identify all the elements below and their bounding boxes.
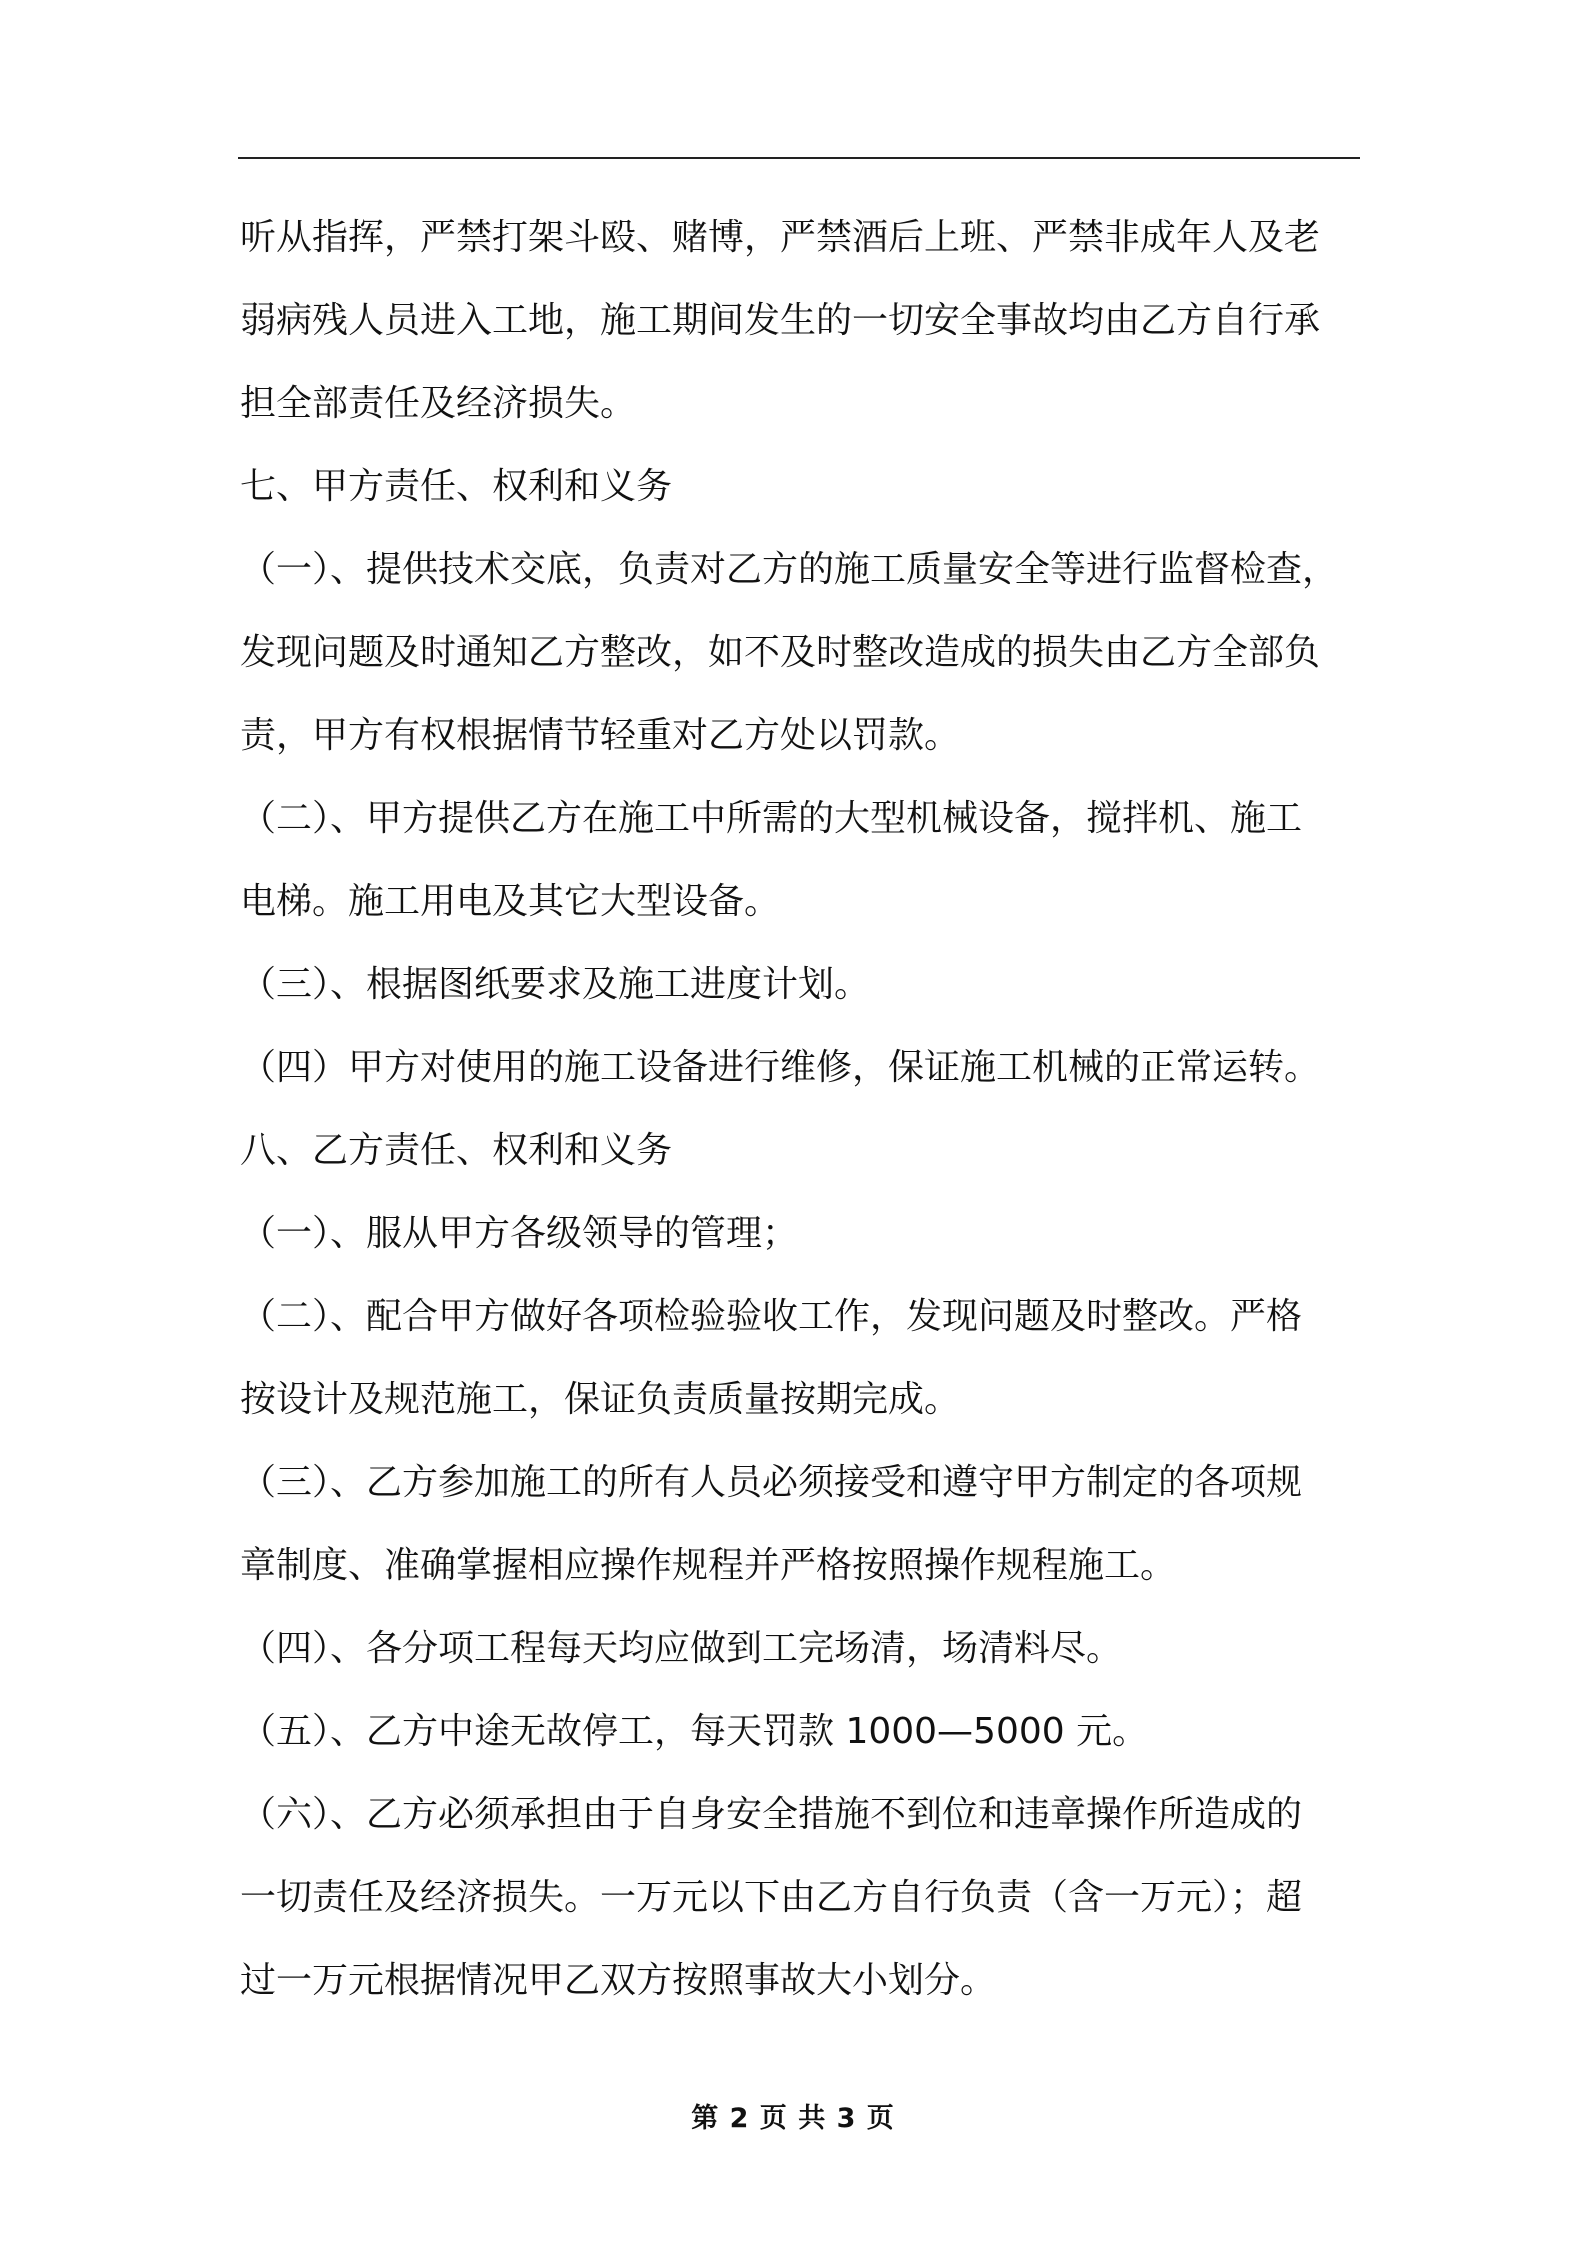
text-line: （二）、配合甲方做好各项检验验收工作，发现问题及时整改。严格 [240, 1296, 1303, 1337]
text-line: （三）、乙方参加施工的所有人员必须接受和遵守甲方制定的各项规 [240, 1462, 1303, 1503]
text-line: 听从指挥，严禁打架斗殴、赌博，严禁酒后上班、严禁非成年人及老 [240, 217, 1321, 258]
text-line: 电梯。施工用电及其它大型设备。 [240, 881, 781, 922]
text-line: 按设计及规范施工，保证负责质量按期完成。 [240, 1379, 961, 1420]
text-line: 一切责任及经济损失。一万元以下由乙方自行负责（含一万元）；超 [240, 1877, 1303, 1918]
text-line: （六）、乙方必须承担由于自身安全措施不到位和违章操作所造成的 [240, 1794, 1303, 1835]
text-line: 责，甲方有权根据情节轻重对乙方处以罚款。 [240, 715, 961, 756]
text-line: 章制度、准确掌握相应操作规程并严格按照操作规程施工。 [240, 1545, 1177, 1586]
document-body [240, 196, 1365, 2022]
text-line: 过一万元根据情况甲乙双方按照事故大小划分。 [240, 1960, 997, 2001]
section-heading: 七、甲方责任、权利和义务 [240, 466, 673, 507]
section-heading: 八、乙方责任、权利和义务 [240, 1130, 673, 1171]
text-line: （一）、服从甲方各级领导的管理； [240, 1213, 799, 1254]
text-line: （一）、提供技术交底，负责对乙方的施工质量安全等进行监督检查， [240, 549, 1339, 590]
text-line: 担全部责任及经济损失。 [240, 383, 637, 424]
text-line: （三）、根据图纸要求及施工进度计划。 [240, 964, 871, 1005]
text-line: （四）甲方对使用的施工设备进行维修，保证施工机械的正常运转。 [240, 1047, 1321, 1088]
text-line: 弱病残人员进入工地，施工期间发生的一切安全事故均由乙方自行承 [240, 300, 1321, 341]
text-line: （五）、乙方中途无故停工，每天罚款 1000—5000 元。 [240, 1711, 1149, 1752]
header-rule [238, 157, 1360, 159]
page-number: 第 2 页 共 3 页 [691, 2103, 895, 2134]
text-line: （二）、甲方提供乙方在施工中所需的大型机械设备，搅拌机、施工 [240, 798, 1303, 839]
text-line: 发现问题及时通知乙方整改，如不及时整改造成的损失由乙方全部负 [240, 632, 1321, 673]
text-line: （四）、各分项工程每天均应做到工完场清，场清料尽。 [240, 1628, 1123, 1669]
